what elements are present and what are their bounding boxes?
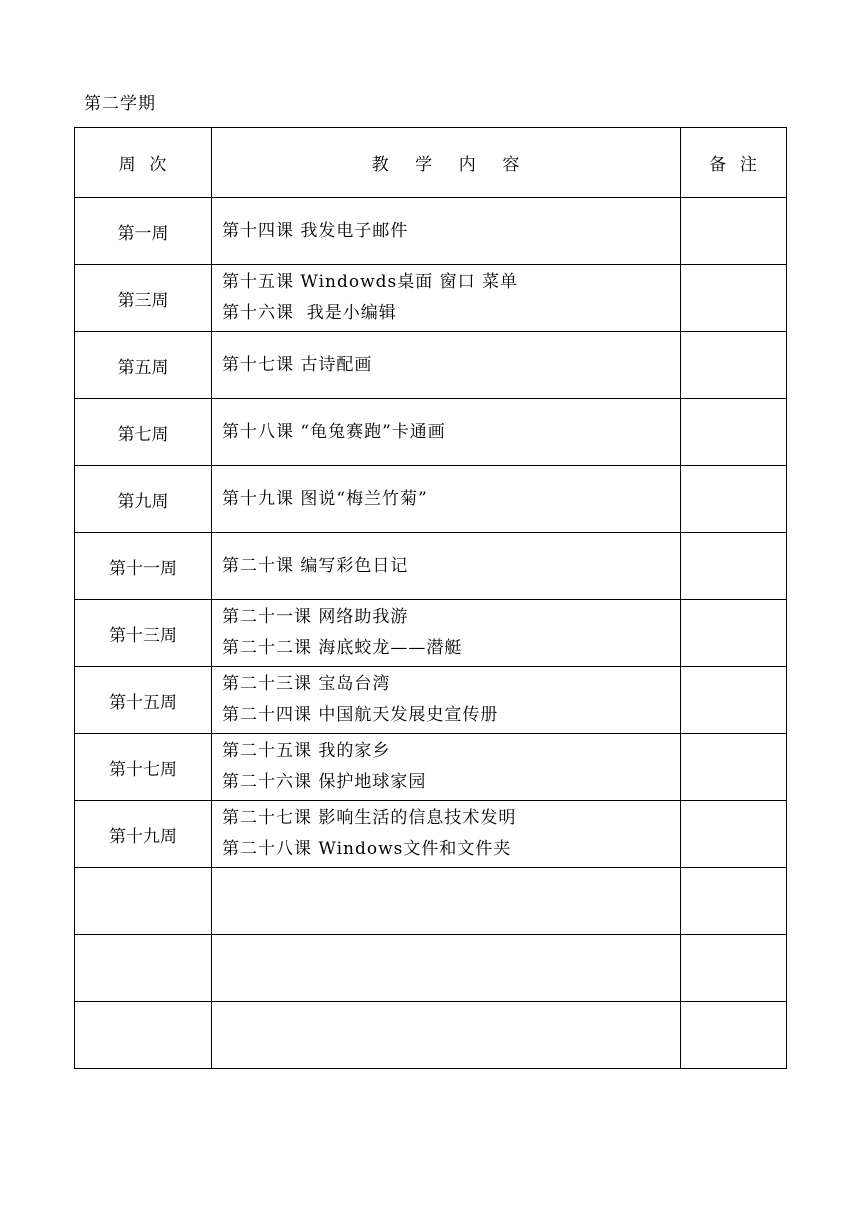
lesson-line: 第十五课 Windowds桌面 窗口 菜单 [222,272,519,292]
table-row [75,667,787,734]
content-cell [212,868,681,935]
week-cell [75,868,212,935]
note-cell [681,600,787,667]
lesson-line: 第二十五课 我的家乡 [222,741,391,761]
week-cell: 第十五周 [75,667,212,734]
header-content: 教 学 内 容 [212,128,681,198]
note-cell [681,533,787,600]
table-row [75,600,787,667]
note-cell [681,399,787,466]
week-cell: 第三周 [75,265,212,332]
week-cell: 第十九周 [75,801,212,868]
header-note: 备 注 [681,128,787,198]
content-cell [212,198,681,265]
lesson-line: 第二十一课 网络助我游 [222,607,409,627]
note-cell [681,198,787,265]
week-cell: 第一周 [75,198,212,265]
week-cell [75,935,212,1002]
note-cell [681,868,787,935]
note-cell [681,1002,787,1069]
semester-title: 第二学期 [84,94,156,114]
lesson-line: 第二十六课 保护地球家园 [222,772,427,792]
week-cell [75,1002,212,1069]
content-cell [212,399,681,466]
content-cell [212,1002,681,1069]
lesson-line: 第十七课 古诗配画 [222,354,373,375]
content-cell [212,801,681,868]
note-cell [681,734,787,801]
table-row [75,801,787,868]
lesson-line: 第十六课 我是小编辑 [222,303,397,323]
table-row [75,868,787,935]
lesson-line: 第二十课 编写彩色日记 [222,555,409,576]
lesson-line: 第二十二课 海底蛟龙——潜艇 [222,638,463,658]
table-row [75,533,787,600]
note-cell [681,801,787,868]
content-cell [212,667,681,734]
schedule-body [75,198,787,1069]
lesson-line: 第二十八课 Windows文件和文件夹 [222,839,512,859]
content-cell [212,332,681,399]
content-cell [212,935,681,1002]
note-cell [681,667,787,734]
table-row [75,1002,787,1069]
table-row [75,734,787,801]
note-cell [681,935,787,1002]
note-cell [681,332,787,399]
header-row [75,128,787,198]
lesson-line: 第十四课 我发电子邮件 [222,220,409,241]
lesson-line: 第十九课 图说“梅兰竹菊” [222,488,428,509]
lesson-line: 第二十七课 影响生活的信息技术发明 [222,808,517,828]
week-cell: 第七周 [75,399,212,466]
schedule-table [74,127,787,1069]
week-cell: 第九周 [75,466,212,533]
content-cell [212,600,681,667]
week-cell: 第五周 [75,332,212,399]
note-cell [681,466,787,533]
content-cell [212,734,681,801]
content-cell [212,265,681,332]
table-row [75,935,787,1002]
lesson-line: 第二十四课 中国航天发展史宣传册 [222,705,499,725]
table-row [75,332,787,399]
week-cell: 第十七周 [75,734,212,801]
week-cell: 第十一周 [75,533,212,600]
content-cell [212,466,681,533]
note-cell [681,265,787,332]
table-row [75,198,787,265]
table-row [75,265,787,332]
content-cell [212,533,681,600]
table-row [75,466,787,533]
header-week: 周 次 [75,128,212,198]
lesson-line: 第二十三课 宝岛台湾 [222,674,391,694]
week-cell: 第十三周 [75,600,212,667]
table-row [75,399,787,466]
lesson-line: 第十八课 “龟兔赛跑”卡通画 [222,421,446,442]
